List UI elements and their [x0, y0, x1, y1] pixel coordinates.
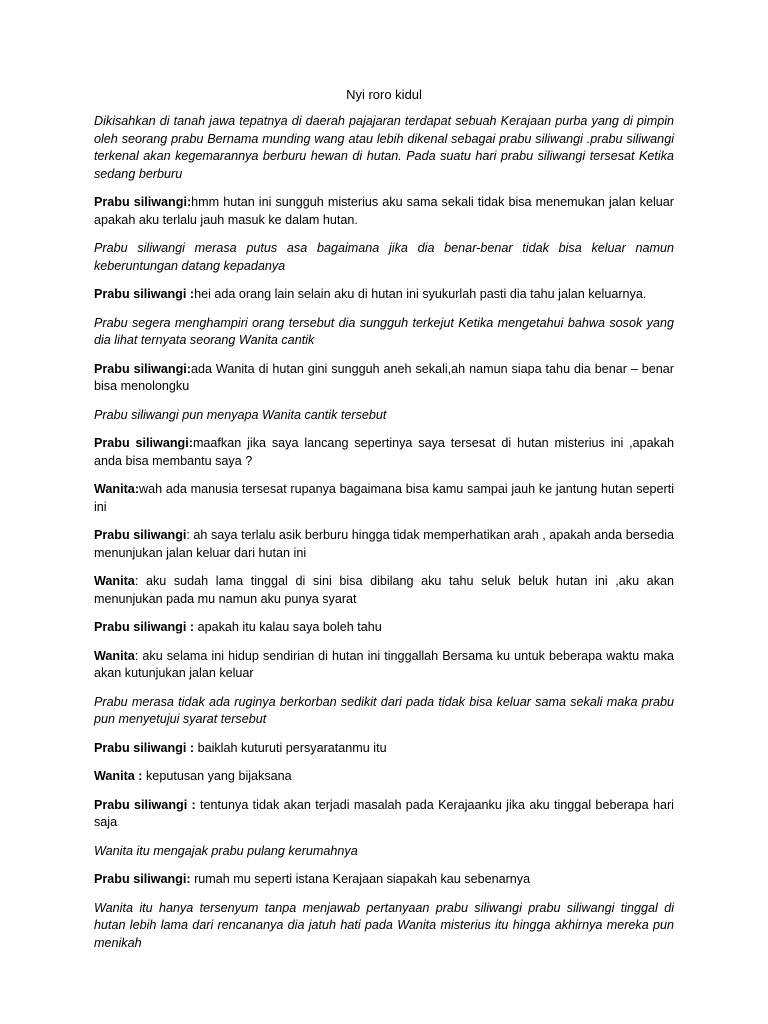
dialogue-text: : aku sudah lama tinggal di sini bisa dibilang aku tahu seluk beluk hutan ini ,aku akan menunjukan pada mu namun aku punya syarat — [94, 574, 674, 606]
dialogue-text: tentunya tidak akan terjadi masalah pada Kerajaanku jika aku tinggal beberapa hari saja — [94, 797, 674, 829]
dialogue-paragraph — [94, 286, 674, 304]
dialogue-paragraph — [94, 648, 674, 683]
speaker-name: Prabu siliwangi : — [94, 797, 196, 812]
speaker-name: Wanita: — [94, 482, 140, 496]
dialogue-paragraph — [94, 740, 674, 758]
dialogue-text: rumah mu seperti istana Kerajaan siapakah kau sebenarnya — [190, 872, 531, 886]
narration-paragraph — [94, 240, 674, 275]
narration-text: Wanita itu hanya tersenyum tanpa menjawab pertanyaan prabu siliwangi prabu siliwangi tinggal di hutan lebih lama dari rencananya dia jatuh hati pada Wanita misterius itu hingga akhirnya mereka pun menikah — [94, 900, 674, 950]
speaker-name: Prabu siliwangi: — [94, 361, 191, 376]
dialogue-text: baiklah kuturuti persyaratanmu itu — [194, 740, 387, 755]
dialogue-text: maafkan jika saya lancang sepertinya saya tersesat di hutan misterius ini ,apakah anda bisa membantu saya ? — [94, 436, 674, 468]
narration-text: Prabu siliwangi pun menyapa Wanita cantik tersebut — [94, 407, 387, 422]
speaker-name: Prabu siliwangi : — [94, 740, 195, 755]
dialogue-text: apakah itu kalau saya boleh tahu — [194, 620, 382, 634]
narration-text: Prabu merasa tidak ada ruginya berkorban sedikit dari pada tidak bisa keluar sama sekali maka prabu pun menyetujui syarat tersebut — [94, 694, 674, 726]
dialogue-paragraph — [94, 194, 674, 229]
dialogue-paragraph — [94, 768, 674, 786]
narration-paragraph — [94, 843, 674, 861]
dialogue-paragraph — [94, 527, 674, 562]
dialogue-paragraph — [94, 481, 674, 516]
speaker-name: Wanita — [94, 574, 135, 588]
document-title: Nyi roro kidul — [346, 87, 422, 102]
narration-paragraph — [94, 694, 674, 729]
speaker-name: Prabu siliwangi: — [94, 872, 191, 886]
speaker-name: Prabu siliwangi : — [94, 620, 195, 634]
speaker-name: Prabu siliwangi : — [94, 287, 195, 301]
narration-text: Prabu siliwangi merasa putus asa bagaimana jika dia benar-benar tidak bisa keluar namun keberuntungan datang kepadanya — [94, 241, 674, 273]
dialogue-text: : ah saya terlalu asik berburu hingga tidak memperhatikan arah , apakah anda bersedia menunjukan jalan keluar dari hutan ini — [94, 528, 675, 560]
dialogue-paragraph — [94, 435, 674, 470]
dialogue-text: wah ada manusia tersesat rupanya bagaimana bisa kamu sampai jauh ke jantung hutan seperti ini — [94, 482, 674, 514]
dialogue-text: keputusan yang bijaksana — [142, 769, 292, 783]
narration-paragraph — [94, 407, 674, 425]
dialogue-text: : aku selama ini hidup sendirian di hutan ini tinggallah Bersama ku untuk beberapa waktu maka akan kutunjukan jalan keluar — [94, 648, 674, 680]
narration-paragraph — [94, 113, 674, 183]
narration-text: Prabu segera menghampiri orang tersebut dia sungguh terkejut Ketika mengetahui bahwa sosok yang dia lihat ternyata seorang Wanita cantik — [94, 315, 674, 347]
speaker-name: Prabu siliwangi: — [94, 436, 193, 450]
dialogue-paragraph — [94, 573, 674, 608]
dialogue-paragraph — [94, 361, 674, 396]
speaker-name: Wanita : — [94, 769, 143, 783]
dialogue-text: ada Wanita di hutan gini sungguh aneh sekali,ah namun siapa tahu dia benar – benar bisa menolongku — [94, 361, 674, 393]
speaker-name: Wanita — [94, 648, 135, 663]
narration-paragraph — [94, 315, 674, 350]
dialogue-text: hmm hutan ini sungguh misterius aku sama sekali tidak bisa menemukan jalan keluar apakah aku terlalu jauh masuk ke dalam hutan. — [94, 195, 674, 227]
dialogue-paragraph — [94, 871, 674, 889]
narration-text: Dikisahkan di tanah jawa tepatnya di daerah pajajaran terdapat sebuah Kerajaan purba yang di pimpin oleh seorang prabu Bernama munding wang atau lebih dikenal sebagai prabu siliwangi .prabu siliwangi terkenal akan kegemarannya berburu hewan di hutan. Pada suatu hari prabu siliwangi tersesat Ketika sedang berburu — [94, 114, 674, 181]
dialogue-text: hei ada orang lain selain aku di hutan ini syukurlah pasti dia tahu jalan keluarnya. — [194, 287, 647, 301]
speaker-name: Prabu siliwangi — [94, 528, 187, 542]
speaker-name: Prabu siliwangi: — [94, 195, 192, 209]
narration-paragraph — [94, 900, 674, 953]
narration-text: Wanita itu mengajak prabu pulang kerumahnya — [94, 843, 358, 858]
dialogue-paragraph — [94, 619, 674, 637]
dialogue-paragraph — [94, 797, 674, 832]
